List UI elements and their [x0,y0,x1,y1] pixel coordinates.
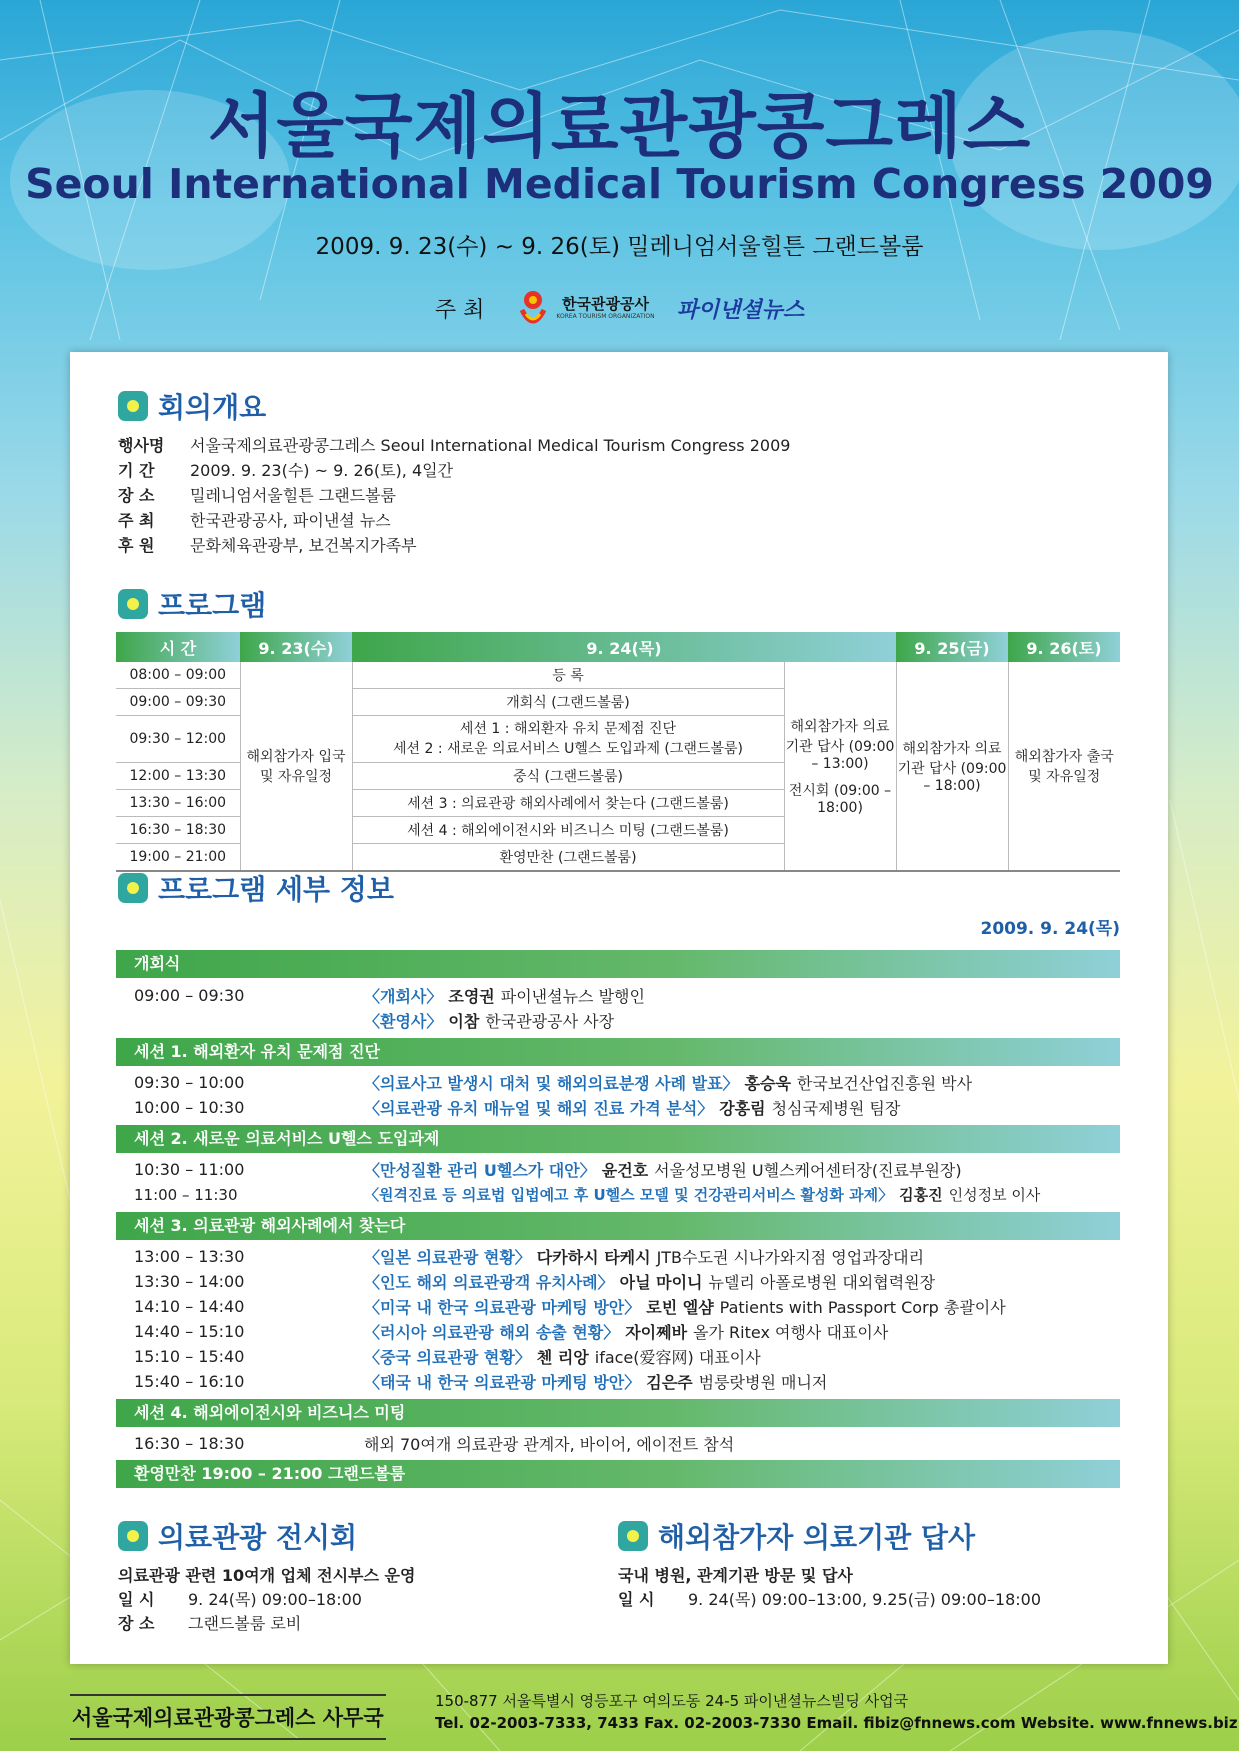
overview-heading [118,386,266,426]
detail-affiliation: Patients with Passport Corp 총괄이사 [719,1298,1006,1317]
kto-emblem-icon [516,288,550,328]
overview-value: 밀레니엄서울힐튼 그랜드볼룸 [190,486,397,505]
detail-speaker: 홍승욱 [744,1074,791,1093]
detail-topic: 〈러시아 의료관광 해외 송출 현황〉 [364,1323,620,1342]
detail-time: 14:40 – 15:10 [134,1322,245,1341]
detail-time: 15:10 – 15:40 [134,1347,245,1366]
tour-heading [618,1516,975,1556]
detail-time: 10:00 – 10:30 [134,1098,245,1117]
dinner-bar: 환영만찬 19:00 – 21:00 그랜드볼룸 [116,1460,1120,1488]
detail-affiliation: 뉴델리 아폴로병원 대외협력원장 [708,1273,936,1292]
day24-side-tour: 해외참가자 의료기관 답사 (09:00 – 13:00) [785,719,895,772]
detail-topic: 〈개회사〉 [364,987,443,1006]
detail-row [134,1431,1134,1456]
detail-affiliation: iface(爱容网) 대표이사 [594,1348,761,1367]
exhibition-label: 일 시 [118,1589,155,1609]
overview-label: 후 원 [118,536,155,555]
host-line [0,288,1239,328]
detail-time: 09:30 – 10:00 [134,1073,245,1092]
day24-session2: 세션 2 : 새로운 의료서비스 U헬스 도입과제 (그랜드볼룸) [393,741,743,757]
kto-name: 한국관광공사 [562,294,649,313]
detail-topic: 〈의료관광 유치 매뉴얼 및 해외 진료 가격 분석〉 [364,1099,714,1118]
day23-cell: 해외참가자 입국 및 자유일정 [240,662,352,871]
footer-org: 서울국제의료관광콩그레스 사무국 [70,1694,386,1740]
detail-speaker: 윤건호 [601,1161,649,1180]
overview-label: 주 최 [118,511,155,530]
detail-time: 15:40 – 16:10 [134,1372,245,1391]
detail-topic: 〈미국 내 한국 의료관광 마케팅 방안〉 [364,1298,641,1317]
tour-info [618,1562,1041,1610]
detail-topic: 〈의료사고 발생시 대처 및 해외의료분쟁 사례 발표〉 [364,1074,739,1093]
program-title: 프로그램 [158,589,267,622]
detail-topic: 〈환영사〉 [364,1012,443,1031]
day24-event: 세션 4 : 해외에이전시와 비즈니스 미팅 (그랜드볼룸) [352,817,784,844]
overview-row [118,457,790,482]
detail-time: 13:30 – 14:00 [134,1272,245,1291]
day24-event: 개회식 (그랜드볼룸) [352,689,784,716]
footer-address: 150-877 서울특별시 영등포구 여의도동 24-5 파이낸셜뉴스빌딩 사업국 [435,1692,909,1710]
overview-value: 서울국제의료관광콩그레스 Seoul International Medical Tourism Congress 2009 [190,436,791,455]
program-time: 16:30 – 18:30 [116,817,240,844]
day24-event: 세션 3 : 의료관광 해외사례에서 찾는다 (그랜드볼룸) [352,790,784,817]
exhibition-value: 그랜드볼룸 로비 [188,1613,302,1633]
kto-name-en: KOREA TOURISM ORGANIZATION [556,312,655,320]
detail-speaker: 김홍진 [899,1186,943,1204]
day24-event: 환영만찬 (그랜드볼룸) [352,844,784,872]
detail-topic: 〈원격진료 등 의료법 입법예고 후 U헬스 모델 및 건강관리서비스 활성화 과제〉 [364,1186,894,1204]
footer-contact: Tel. 02-2003-7333, 7433 Fax. 02-2003-7330 Email. fibiz@fnnews.com Website. www.fnnews.biz [435,1714,1238,1732]
detail-speaker: 조영권 [448,987,495,1006]
detail-speaker: 이참 [448,1012,480,1031]
detail-speaker: 자이쩨바 [625,1323,688,1342]
tour-row [618,1586,1041,1610]
detail-row [134,1369,1134,1394]
overview-value: 한국관광공사, 파이낸셜 뉴스 [190,511,391,530]
program-time: 09:00 – 09:30 [116,689,240,716]
overview-row [118,432,790,457]
overview-value: 문화체육관광부, 보건복지가족부 [190,536,417,555]
detail-speaker: 김은주 [646,1373,693,1392]
detail-row [134,1095,1134,1120]
tour-value: 9. 24(목) 09:00–13:00, 9.25(금) 09:00–18:00 [688,1589,1041,1609]
section-bullet-icon [118,873,148,903]
day24-side-cell [784,662,896,871]
detail-text: 해외 70여개 의료관광 관계자, 바이어, 에이전트 참석 [364,1435,735,1454]
opening-bar: 개회식 [116,950,1120,978]
overview-row [118,507,790,532]
session3-bar: 세션 3. 의료관광 해외사례에서 찾는다 [116,1212,1120,1240]
detail-row [134,1294,1134,1319]
detail-affiliation: 서울성모병원 U헬스케어센터장(진료부원장) [654,1161,962,1180]
host-label: 주 최 [434,297,485,323]
detail-time: 14:10 – 14:40 [134,1297,245,1316]
exhibition-heading [118,1516,357,1556]
detail-topic: 〈중국 의료관광 현황〉 [364,1348,531,1367]
session4-bar: 세션 4. 해외에이전시와 비즈니스 미팅 [116,1399,1120,1427]
program-time: 08:00 – 09:00 [116,662,240,689]
detail-speaker: 강홍림 [719,1099,766,1118]
exhibition-lead: 의료관광 관련 10여개 업체 전시부스 운영 [118,1565,416,1585]
day25-cell: 해외참가자 의료기관 답사 (09:00 – 18:00) [896,662,1008,871]
section-bullet-icon [618,1521,648,1551]
detail-topic: 〈만성질환 관리 U헬스가 대안〉 [364,1161,596,1180]
detail-row [134,1344,1134,1369]
day24-side-exhibition: 전시회 (09:00 – 18:00) [788,783,892,816]
overview-list [118,432,790,557]
overview-title: 회의개요 [158,391,267,424]
detail-affiliation: 인성정보 이사 [948,1186,1041,1204]
section-bullet-icon [118,391,148,421]
program-time: 12:00 – 13:30 [116,763,240,790]
fnnews-logo: 파이낸셜뉴스 [676,297,805,323]
detail-speaker: 아닐 마이니 [619,1273,703,1292]
header-time: 시 간 [116,632,240,662]
detail-row [134,1182,1134,1207]
header-day23: 9. 23(수) [240,632,352,662]
program-time: 13:30 – 16:00 [116,790,240,817]
program-row [116,662,1120,689]
exhibition-label: 장 소 [118,1613,155,1633]
header-day26: 9. 26(토) [1008,632,1120,662]
detail-speaker: 다카하시 타케시 [536,1248,651,1267]
session1-bar: 세션 1. 해외환자 유치 문제점 진단 [116,1038,1120,1066]
exhibition-value: 9. 24(목) 09:00–18:00 [188,1589,362,1609]
event-date-venue: 2009. 9. 23(수) ~ 9. 26(토) 밀레니엄서울힐튼 그랜드볼룸 [315,234,924,260]
detail-time: 09:00 – 09:30 [134,986,245,1005]
exhibition-info [118,1562,415,1634]
title-korean: 서울국제의료관광콩그레스 [207,85,1032,167]
overview-label: 장 소 [118,486,155,505]
header-day24: 9. 24(목) [352,632,896,662]
session2-bar: 세션 2. 새로운 의료서비스 U헬스 도입과제 [116,1125,1120,1153]
detail-row [134,983,1134,1008]
detail-affiliation: 파이낸셜뉴스 발행인 [500,987,645,1006]
overview-label: 행사명 [118,436,165,455]
detail-title: 프로그램 세부 정보 [158,873,394,906]
detail-affiliation: 범룽랏병원 매니저 [698,1373,828,1392]
detail-speaker: 첸 리앙 [536,1348,589,1367]
program-heading [118,584,266,624]
detail-affiliation: 올가 Ritex 여행사 대표이사 [693,1323,889,1342]
detail-time: 16:30 – 18:30 [134,1434,245,1453]
day24-event: 중식 (그랜드볼룸) [352,763,784,790]
header [0,0,1239,350]
day24-event-sessions [352,716,784,763]
detail-heading [118,868,394,908]
exhibition-row [118,1586,415,1610]
program-time: 19:00 – 21:00 [116,844,240,872]
detail-time: 13:00 – 13:30 [134,1247,245,1266]
overview-value: 2009. 9. 23(수) ~ 9. 26(토), 4일간 [190,461,454,480]
detail-speaker: 로빈 엘샴 [646,1298,714,1317]
day26-cell: 해외참가자 출국 및 자유일정 [1008,662,1120,871]
detail-topic: 〈태국 내 한국 의료관광 마케팅 방안〉 [364,1373,641,1392]
detail-row [134,1269,1134,1294]
exhibition-row [118,1610,415,1634]
detail-affiliation: JTB수도권 시나가와지점 영업과장대리 [656,1248,925,1267]
detail-row [134,1008,1134,1033]
exhibition-title: 의료관광 전시회 [158,1521,358,1554]
detail-row [134,1070,1134,1095]
detail-row [134,1157,1134,1182]
detail-time: 11:00 – 11:30 [134,1185,238,1204]
detail-affiliation: 한국관광공사 사장 [485,1012,615,1031]
program-table [116,632,1120,872]
detail-affiliation: 한국보건산업진흥원 박사 [796,1074,973,1093]
tour-lead: 국내 병원, 관계기관 방문 및 답사 [618,1565,853,1585]
detail-time: 10:30 – 11:00 [134,1160,245,1179]
detail-date: 2009. 9. 24(목) [980,919,1120,939]
program-time: 09:30 – 12:00 [116,716,240,763]
kto-logo [516,288,654,328]
overview-row [118,482,790,507]
detail-topic: 〈인도 해외 의료관광객 유치사례〉 [364,1273,614,1292]
overview-label: 기 간 [118,461,155,480]
detail-topic: 〈일본 의료관광 현황〉 [364,1248,531,1267]
content-panel [70,352,1168,1664]
tour-label: 일 시 [618,1589,655,1609]
detail-affiliation: 청심국제병원 팀장 [771,1099,901,1118]
day24-session1: 세션 1 : 해외환자 유치 문제점 진단 [459,721,677,737]
header-day25: 9. 25(금) [896,632,1008,662]
day24-event: 등 록 [352,662,784,689]
detail-row [134,1319,1134,1344]
section-bullet-icon [118,1521,148,1551]
section-bullet-icon [118,589,148,619]
title-english: Seoul International Medical Tourism Congress 2009 [25,160,1214,208]
program-header-row [116,632,1120,662]
footer [0,1676,1239,1751]
overview-row [118,532,790,557]
tour-title: 해외참가자 의료기관 답사 [658,1521,976,1554]
detail-row [134,1244,1134,1269]
